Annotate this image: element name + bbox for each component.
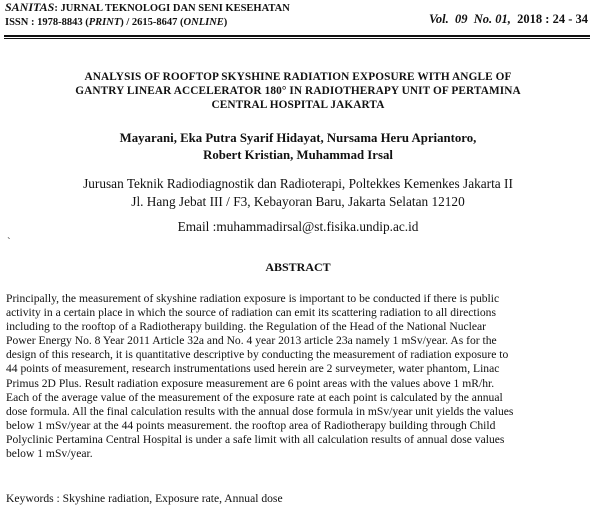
abstract-line: including to the rooftop of a Radiotherapy building. the Regulation of the Head of the National Nuclear: [6, 320, 487, 334]
abstract-line: Polyclinic Pertamina Central Hospital is under a safe limit with all calculation results of annual dose values: [6, 432, 505, 446]
header-rule-thick: [4, 35, 590, 37]
abstract-line: below 1 mSv/year at the 44 points measurement. the rooftop area of Radiotherapy building through Child: [6, 418, 496, 432]
abstract-line: below 1 mSv/year.: [6, 447, 93, 461]
stray-mark: `: [7, 236, 11, 248]
journal-title: [5, 1, 290, 15]
journal-subtitle: : JURNAL TEKNOLOGI DAN SENI KESEHATAN: [54, 3, 290, 14]
title-line: GANTRY LINEAR ACCELERATOR 180° IN RADIOTHERAPY UNIT OF PERTAMINA: [75, 85, 521, 97]
issn-line: [5, 16, 227, 29]
volume-pages: 2018 : 24 - 34: [510, 12, 588, 26]
authors-line: Robert Kristian, Muhammad Irsal: [203, 148, 393, 162]
journal-name: SANITAS: [5, 0, 55, 14]
issn-online: ) / 2615-8647 (: [120, 17, 184, 28]
keywords: Keywords : Skyshine radiation, Exposure rate, Annual dose: [6, 492, 283, 505]
abstract-line: Each of the average value of the measurement of the exposure rate at each point is calculated by the annual: [6, 390, 503, 404]
affiliation-line: Jurusan Teknik Radiodiagnostik dan Radioterapi, Poltekkes Kemenkes Jakarta II: [83, 176, 513, 191]
contact-email: Email :muhammadirsal@st.fisika.undip.ac.id: [177, 219, 419, 234]
issn-print: 1978-8843 (: [37, 17, 89, 28]
abstract-line: Primus 2D Plus. Result radiation exposure measurement are 6 point areas with the values above 1 mR/hr.: [6, 376, 495, 390]
issn-end: ): [223, 17, 228, 28]
issn-print-tag: PRINT: [88, 17, 121, 28]
title-line: ANALYSIS OF ROOFTOP SKYSHINE RADIATION EXPOSURE WITH ANGLE OF: [84, 71, 512, 83]
title-line: CENTRAL HOSPITAL JAKARTA: [211, 99, 385, 111]
affiliation-line: Jl. Hang Jebat III / F3, Kebayoran Baru, Jakarta Selatan 12120: [131, 193, 465, 209]
issn-online-tag: ONLINE: [183, 17, 224, 28]
authors-line: Mayarani, Eka Putra Syarif Hidayat, Nursama Heru Apriantoro,: [119, 131, 477, 145]
abstract-line: Principally, the measurement of skyshine radiation exposure is important to be conducted if there is public: [6, 292, 500, 305]
abstract-line: design of this research, it is quantitative descriptive by conducting the measurement of radiation exposure to: [6, 348, 509, 362]
abstract-body: [6, 292, 592, 461]
abstract-line: dose formula. All the final calculation results with the annual dose formula in mSv/year unit yields the values: [6, 404, 514, 418]
issn-label: ISSN :: [5, 17, 35, 28]
header-rule-thin: [4, 38, 590, 39]
abstract-heading: ABSTRACT: [265, 260, 331, 274]
author-list: [20, 130, 576, 164]
volume-info: [429, 12, 588, 27]
volume-number: Vol. 09 No. 01,: [428, 12, 511, 26]
abstract-line: 44 points of measurement, research instrumentations used herein are 2 surveymeter, water phantom, Linac: [6, 362, 500, 376]
affiliation: [10, 175, 586, 210]
abstract-line: Power Energy No. 8 Year 2011 Article 32a and No. 4 year 2013 article 23a namely 1 mSv/year. As for the: [6, 334, 497, 348]
abstract-line: activity in a certain place in which the source of radiation can emit its scattering radiation to all directions: [6, 306, 496, 320]
paper-title: [10, 70, 586, 112]
